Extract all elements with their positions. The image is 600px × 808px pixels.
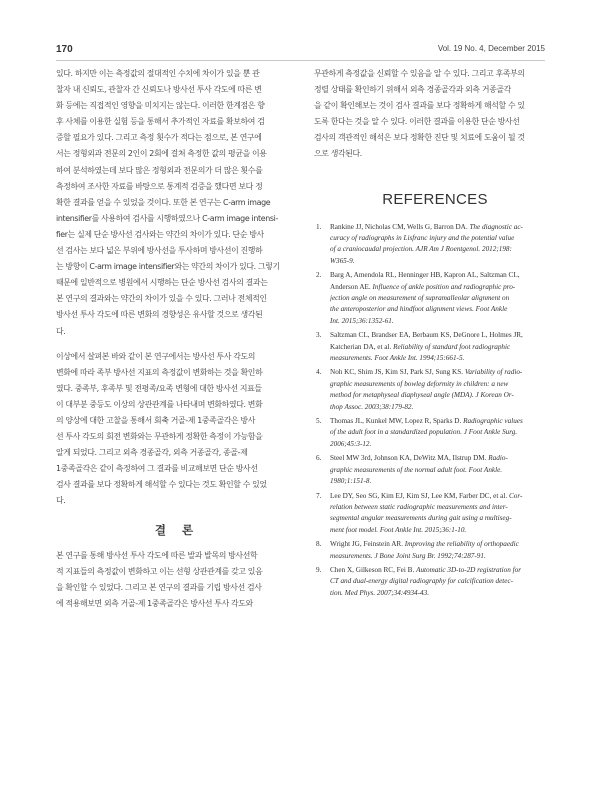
reference-line — [330, 244, 556, 255]
text-line: 을 같이 확인해보는 것이 검사 결과를 보다 정확하게 해석할 수 있 — [314, 101, 525, 111]
reference-line — [330, 390, 556, 401]
text-line: 때문에 일반적으로 병원에서 시행하는 단순 방사선 검사의 결과는 — [56, 278, 268, 288]
reference-title: of a craniocaudal projection. AJR Am J Roentgenol. 2012;198: — [330, 245, 512, 254]
reference-title: segmental angular measurements during gait using a multiseg- — [330, 514, 512, 523]
text-line: 검사의 객관적인 해석은 보다 정확한 진단 및 치료에 도움이 될 것 — [314, 133, 525, 143]
reference-title: ment foot model. Foot Ankle Int. 2015;36:1-10. — [330, 525, 467, 534]
reference-line — [330, 551, 556, 562]
reference-line — [330, 513, 556, 524]
reference-title: thop Assoc. 2003;38:179-82. — [330, 402, 414, 411]
reference-title: measurements. J Bone Joint Surg Br. 1992;74:287-91. — [330, 551, 486, 560]
reference-item — [314, 565, 556, 599]
text-line: 화 등에는 직접적인 영향을 미치지는 않는다. 이러한 한계점은 향 — [56, 101, 265, 111]
reference-list — [314, 222, 556, 600]
text-line: 알게 되었다. 그리고 외측 경종골각, 외측 거종골각, 종골-제 — [56, 448, 248, 458]
text-line: 무관하게 측정값을 신뢰할 수 있음을 알 수 있다. 그리고 후족부의 — [314, 69, 525, 78]
text-line: 는 방향이 C-arm image intensifier와는 약간의 차이가 있다. 그렇기 — [56, 262, 280, 272]
text-line: 정렬 상태를 확인하기 위해서 외측 경종골각과 외측 거종골각 — [314, 85, 511, 95]
reference-line — [330, 539, 556, 550]
reference-line — [330, 502, 556, 513]
text-line: 의 양상에 대한 고찰을 통해서 회축 거골-제 1중족골각은 방사 — [56, 415, 255, 425]
text-line: 찰자 내 신뢰도, 관찰자 간 신뢰도나 방사선 투사 각도에 따른 변 — [56, 85, 262, 95]
reference-line — [330, 565, 556, 576]
reference-number: 9. — [316, 565, 322, 574]
text-line: 확한 결과를 얻을 수 있었을 것이다. 또한 본 연구는 C-arm image — [56, 197, 271, 207]
text-line: fier는 실제 단순 방사선 검사와는 약간의 차이가 있다. 단순 방사 — [56, 229, 264, 239]
reference-item — [314, 270, 556, 327]
reference-number: 6. — [316, 454, 322, 463]
reference-title: curacy of radiographs in Lisfranc injury and the potential value — [330, 233, 515, 242]
reference-line — [330, 222, 556, 233]
reference-title: Influence of ankle position and radiographic pro- — [372, 282, 516, 291]
text-line: 다. — [56, 326, 66, 336]
reference-title: 1980;1:151-8. — [330, 477, 372, 486]
reference-line — [330, 416, 556, 427]
reference-authors: Wright JG, Feinstein AR. — [330, 540, 405, 549]
reference-line — [330, 465, 556, 476]
text-line: intensifier를 사용하여 검사를 시행하였으나 C-arm image intensi- — [56, 213, 278, 223]
text-line: 1중족골각은 같이 측정하여 그 결과를 비교해보면 단순 방사선 — [56, 464, 258, 474]
reference-number: 7. — [316, 491, 322, 500]
reference-line — [330, 304, 556, 315]
text-line: 본 연구를 통해 방사선 투사 각도에 따른 발과 발목의 방사선학 — [56, 550, 258, 560]
left-column — [56, 66, 298, 612]
reference-title: relation between static radiographic measurements and inter- — [330, 502, 508, 511]
references-heading: REFERENCES — [382, 190, 488, 208]
reference-item — [314, 491, 556, 537]
reference-authors: Steel MW 3rd, Johnson KA, DeWitz MA, Ilstrup DM. — [330, 454, 489, 463]
reference-line — [330, 476, 556, 487]
reference-title: graphic measurements of the normal adult foot. Foot Ankle. — [330, 465, 503, 474]
reference-authors: Thomas JL, Kunkel MW, Lopez R, Sparks D. — [330, 417, 464, 426]
reference-line — [330, 588, 556, 599]
right-column — [314, 66, 556, 602]
text-line: 으로 생각된다. — [314, 149, 362, 159]
reference-authors: Lee DY, Seo SG, Kim EJ, Kim SJ, Lee KM, Farber DC, et al. — [330, 491, 509, 500]
text-line: 선 투사 각도의 회전 변화와는 무관하게 정확한 측정이 가능함을 — [56, 432, 263, 442]
reference-line — [330, 379, 556, 390]
text-line: 이상에서 살펴본 바와 같이 본 연구에서는 방사선 투사 각도의 — [56, 351, 256, 361]
reference-title: Radiographic values — [463, 417, 523, 426]
reference-line — [330, 402, 556, 413]
conclusion-heading: 결 론 — [154, 522, 200, 537]
reference-title: Automatic 3D-to-2D registration for — [416, 565, 522, 574]
reference-item — [314, 416, 556, 450]
reference-authors: Noh KC, Shim JS, Kim SJ, Park SJ, Sung KS. — [330, 368, 465, 377]
reference-line — [330, 256, 556, 267]
journal-info: Vol. 19 No. 4, December 2015 — [437, 44, 545, 53]
reference-authors: Chen X, Gilkeson RC, Fei B. — [330, 565, 417, 574]
reference-line — [330, 316, 556, 327]
reference-title: W365-9. — [330, 256, 355, 265]
reference-number: 2. — [316, 271, 322, 280]
reference-line — [330, 491, 556, 502]
reference-line — [330, 353, 556, 364]
text-line: 하여 분석하였는데 보다 많은 정형외과 전문의가 더 많은 횟수를 — [56, 165, 263, 175]
text-line: 을 확인할 수 있었다. 그리고 본 연구의 결과를 기립 방사선 검사 — [56, 582, 262, 592]
reference-line — [330, 233, 556, 244]
discussion-paragraph-2 — [56, 349, 298, 510]
reference-authors: Anderson AE. — [330, 282, 373, 291]
reference-line — [330, 427, 556, 438]
text-line: 도록 한다는 것을 알 수 있다. 이러한 결과를 이용한 단순 방사선 — [314, 117, 520, 127]
reference-title: of the adult foot in a standardized population. J Foot Ankle Surg. — [330, 428, 518, 437]
reference-title: Cor- — [508, 491, 523, 500]
text-line: 선 검사는 보다 넓은 부위에 방사선을 투사하며 방사선이 진행하 — [56, 246, 263, 256]
reference-line — [330, 367, 556, 378]
reference-authors: Saltzman CL, Brandser EA, Berbaum KS, DeGnore L, Holmes JR, — [330, 331, 523, 340]
reference-title: Radio- — [488, 454, 508, 463]
reference-title: tion. Med Phys. 2007;34:4934-43. — [330, 588, 430, 597]
discussion-paragraph-1 — [56, 66, 298, 340]
text-line: 검사 결과를 보다 정확하게 해석할 수 있다는 것도 확인할 수 있었 — [56, 480, 267, 490]
reference-title: 2006;45:3-12. — [330, 439, 372, 448]
reference-number: 3. — [316, 331, 322, 340]
reference-title: method for metaphyseal diaphyseal angle (MDA). J Korean Or- — [330, 391, 514, 400]
reference-title: Int. 2015;36:1352-61. — [330, 316, 394, 325]
reference-line — [330, 576, 556, 587]
reference-title: Reliability of standard foot radiographic — [393, 342, 511, 351]
text-line: 서는 정형외과 전문의 2인이 2회에 걸쳐 측정한 값의 평균을 이용 — [56, 149, 267, 159]
reference-title: graphic measurements of bowleg deformity in children: a new — [330, 379, 509, 388]
text-line: 측정하여 조사한 자료를 바탕으로 통계적 검증을 했다면 보다 정 — [56, 181, 263, 191]
text-line: 다. — [56, 496, 66, 506]
text-line: 방사선 투사 각도에 따른 변화의 경향성은 유사할 것으로 생각된 — [56, 310, 263, 320]
reference-authors: Rankine JJ, Nicholas CM, Wells G, Barron DA. — [330, 222, 470, 231]
reference-number: 4. — [316, 368, 322, 377]
text-line: 적 지표들의 측정값이 변화하고 이는 선형 상관관계를 갖고 있음 — [56, 566, 263, 576]
header-rule — [56, 60, 545, 61]
reference-line — [330, 270, 556, 281]
text-line: 후 사체를 이용한 실험 등을 통해서 추가적인 자료를 확보하여 검 — [56, 117, 265, 127]
text-line: 증할 필요가 있다. 그리고 측정 횟수가 적다는 점으로, 본 연구에 — [56, 133, 262, 143]
reference-line — [330, 439, 556, 450]
conclusion-paragraph — [56, 548, 298, 612]
reference-number: 1. — [316, 222, 322, 231]
reference-line — [330, 342, 556, 353]
reference-line — [330, 293, 556, 304]
reference-number: 8. — [316, 540, 322, 549]
text-line: 에 적용해보면 외측 거골-제 1중족골각은 방사선 투사 각도와 — [56, 598, 253, 608]
reference-authors: Katcherian DA, et al. — [330, 342, 394, 351]
reference-title: jection angle on measurement of supramalleolar alignment on — [330, 294, 510, 302]
reference-title: The diagnostic ac- — [469, 222, 523, 231]
reference-title: Improving the reliability of orthopaedic — [404, 540, 519, 549]
reference-line — [330, 525, 556, 536]
reference-line — [330, 330, 556, 341]
reference-authors: Barg A, Amendola RL, Henninger HB, Kapron AL, Saltzman CL, — [330, 271, 520, 280]
reference-line — [330, 453, 556, 464]
conclusion-paragraph-continued — [314, 66, 556, 163]
reference-line — [330, 282, 556, 293]
reference-title: measurements. Foot Ankle Int. 1994;15:661-5. — [330, 354, 465, 363]
text-line: 있다. 하지만 이는 측정값의 절대적인 수치에 차이가 있을 뿐 관 — [56, 69, 260, 78]
reference-title: CT and dual-energy digital radiography for calcification detec- — [330, 577, 514, 586]
text-line: 변화에 따라 족부 방사선 지표의 측정값이 변화하는 것을 확인하 — [56, 367, 263, 377]
reference-item — [314, 367, 556, 413]
reference-item — [314, 222, 556, 268]
reference-title: the anteroposterior and hindfoot alignment views. Foot Ankle — [330, 305, 508, 314]
reference-number: 5. — [316, 417, 322, 426]
text-line: 이 대부분 중등도 이상의 상관관계를 나타내며 변화하였다. 변화 — [56, 399, 263, 409]
page-header — [56, 44, 545, 60]
reference-item — [314, 330, 556, 364]
reference-title: Variability of radio- — [464, 368, 523, 377]
text-line: 본 연구의 결과와는 약간의 차이가 있을 수 있다. 그러나 전체적인 — [56, 294, 267, 304]
reference-item — [314, 539, 556, 562]
page-number: 170 — [56, 44, 73, 55]
paragraph-gap — [56, 340, 298, 349]
text-line: 였다. 중족부, 후족부 및 전평족/요족 변형에 대한 방사선 지표들 — [56, 383, 262, 393]
reference-item — [314, 453, 556, 487]
